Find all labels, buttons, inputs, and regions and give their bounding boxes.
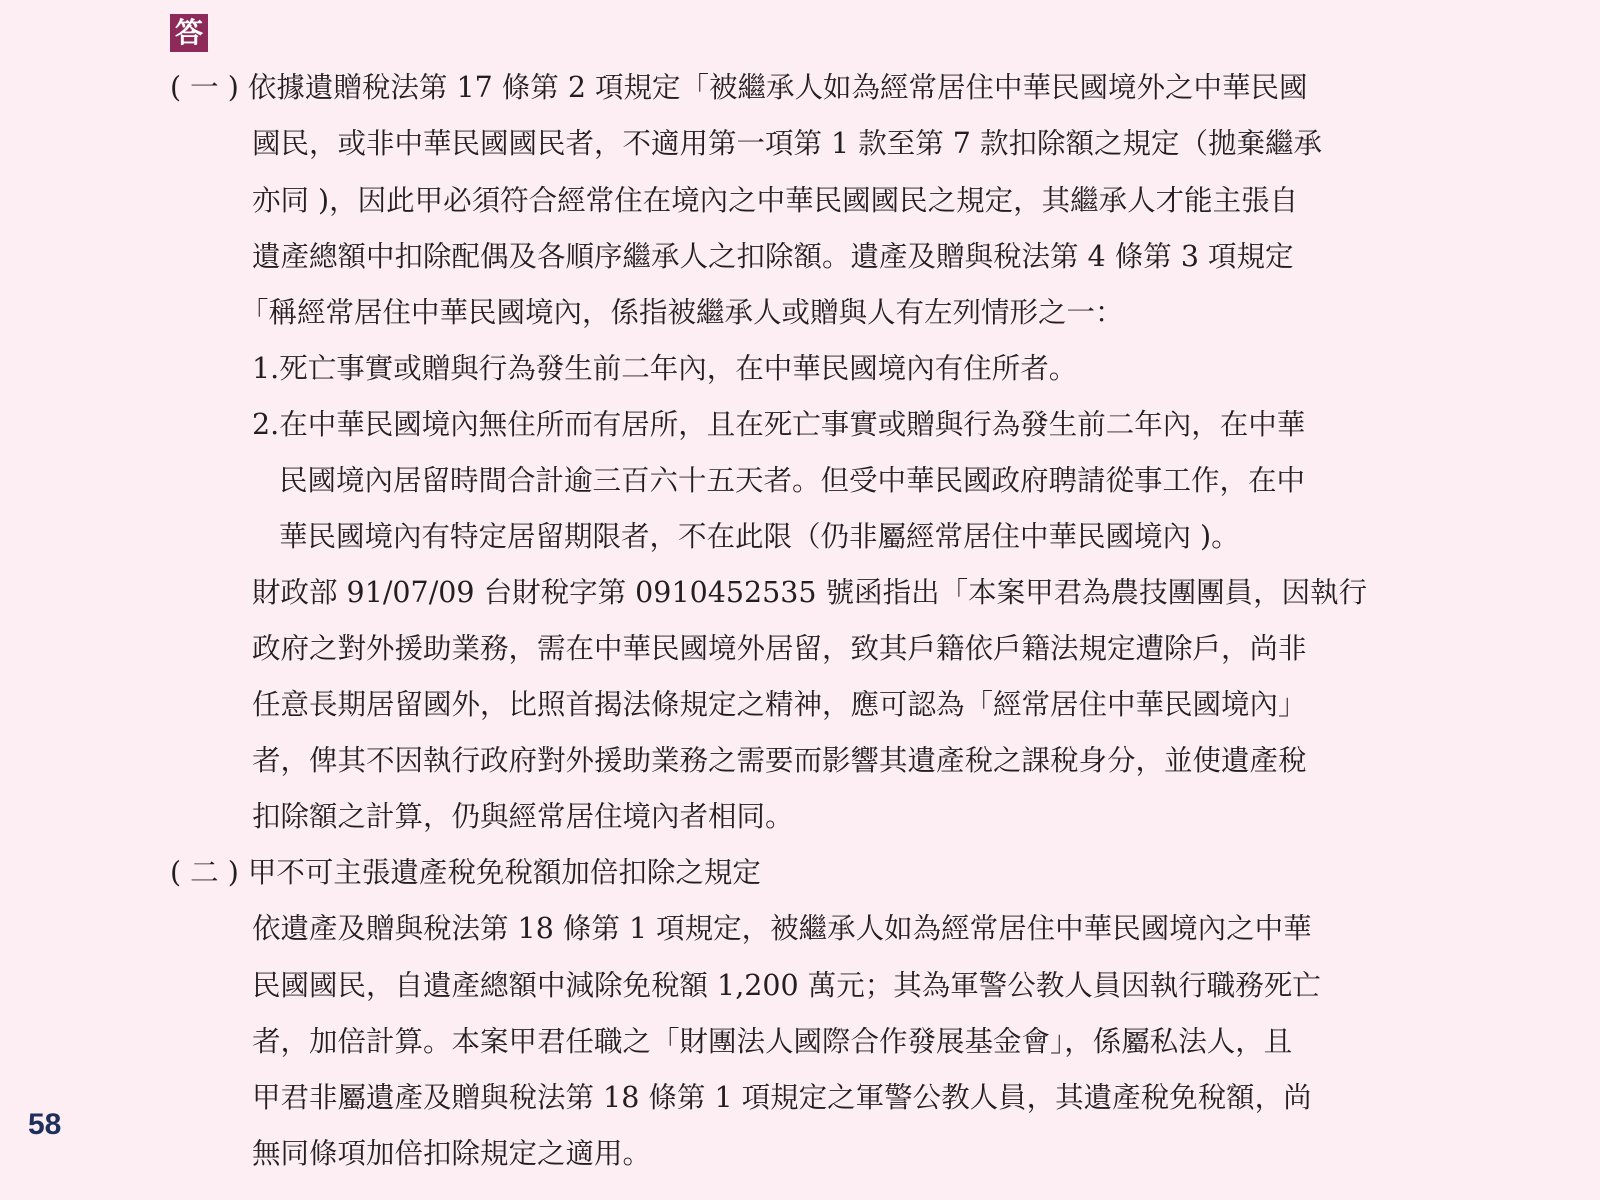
section1-ruling-line-4: 者，俾其不因執行政府對外援助業務之需要而影響其遺產稅之課稅身分，並使遺產稅 [252, 744, 1307, 777]
section1-line-1: ( 一 ) 依據遺贈稅法第 17 條第 2 項規定「被繼承人如為經常居住中華民國境外之中華民國 [170, 71, 1308, 104]
section1-ruling-line-1: 財政部 91/07/09 台財稅字第 0910452535 號函指出「本案甲君為農技團團員，因執行 [252, 576, 1368, 609]
section2-line-4: 甲君非屬遺產及贈與稅法第 18 條第 1 項規定之軍警公教人員，其遺產稅免稅額，尚 [252, 1081, 1312, 1114]
section2-line-2: 民國國民，自遺產總額中減除免稅額 1,200 萬元；其為軍警公教人員因執行職務死亡 [252, 969, 1321, 1002]
section1-item-2-line-1: 2.在中華民國境內無住所而有居所，且在死亡事實或贈與行為發生前二年內，在中華 [252, 408, 1306, 441]
section2-heading: ( 二 ) 甲不可主張遺產稅免稅額加倍扣除之規定 [170, 856, 761, 889]
section2-line-5: 無同條項加倍扣除規定之適用。 [252, 1137, 652, 1170]
answer-badge: 答 [170, 14, 208, 52]
section1-quote-line: 「稱經常居住中華民國境內，係指被繼承人或贈與人有左列情形之一： [240, 296, 1124, 329]
section1-line-2: 國民，或非中華民國國民者，不適用第一項第 1 款至第 7 款扣除額之規定（拋棄繼承 [252, 127, 1323, 160]
section1-ruling-line-5: 扣除額之計算，仍與經常居住境內者相同。 [252, 800, 794, 833]
section1-ruling-line-2: 政府之對外援助業務，需在中華民國境外居留，致其戶籍依戶籍法規定遭除戶，尚非 [252, 632, 1307, 665]
section1-line-3: 亦同 )，因此甲必須符合經常住在境內之中華民國國民之規定，其繼承人才能主張自 [252, 184, 1299, 217]
section2-line-3: 者，加倍計算。本案甲君任職之「財團法人國際合作發展基金會」，係屬私法人，且 [252, 1025, 1293, 1058]
section1-item-2-line-2: 民國境內居留時間合計逾三百六十五天者。但受中華民國政府聘請從事工作，在中 [279, 464, 1306, 497]
section1-line-4: 遺產總額中扣除配偶及各順序繼承人之扣除額。遺產及贈與稅法第 4 條第 3 項規定 [252, 240, 1294, 273]
page-number: 58 [28, 1108, 62, 1141]
section1-item-2-line-3: 華民國境內有特定居留期限者，不在此限（仍非屬經常居住中華民國境內 )。 [279, 520, 1240, 553]
section1-item-1: 1.死亡事實或贈與行為發生前二年內，在中華民國境內有住所者。 [252, 352, 1078, 385]
section2-line-1: 依遺產及贈與稅法第 18 條第 1 項規定，被繼承人如為經常居住中華民國境內之中華 [252, 912, 1312, 945]
section1-ruling-line-3: 任意長期居留國外，比照首揭法條規定之精神，應可認為「經常居住中華民國境內」 [252, 688, 1307, 721]
